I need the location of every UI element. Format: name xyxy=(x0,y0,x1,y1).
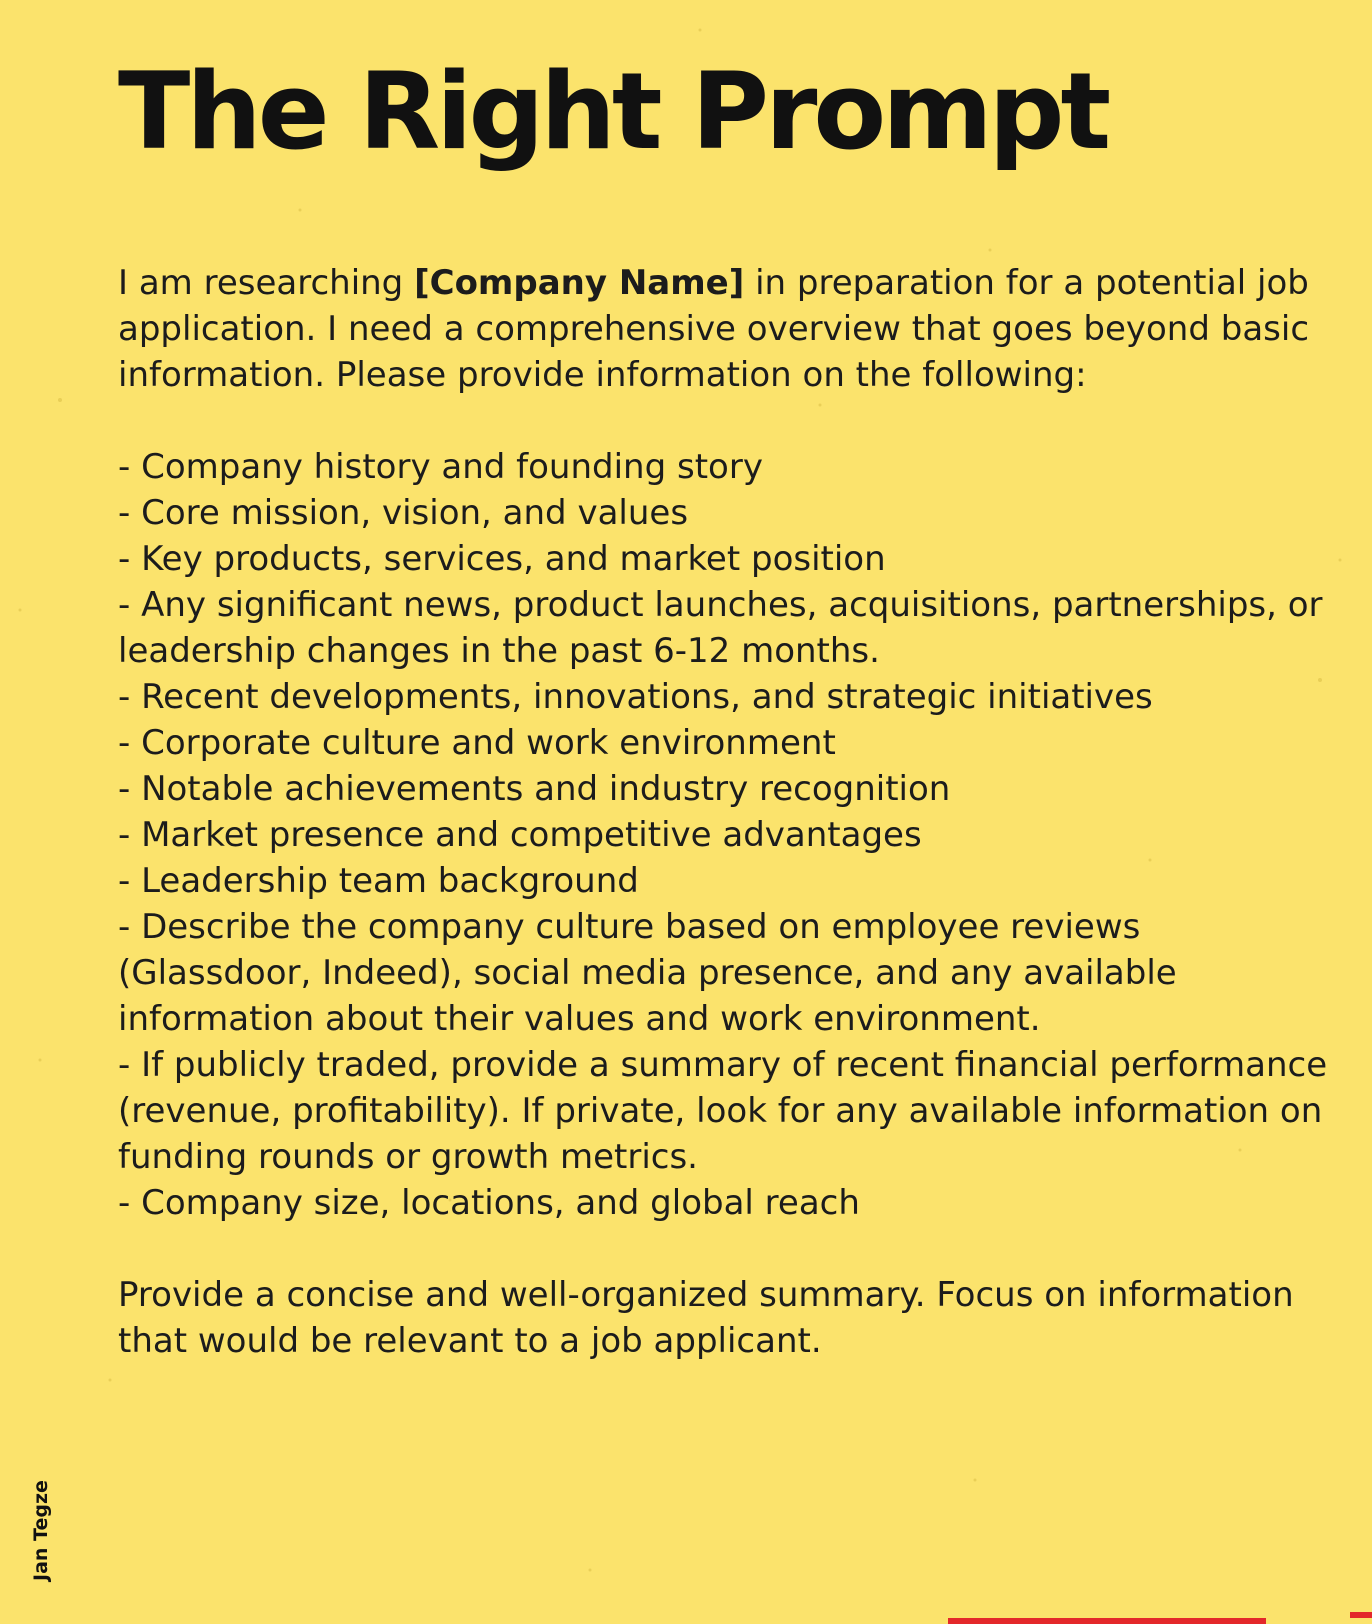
list-item: - Any significant news, product launches, acquisitions, partnerships, or leadership changes in the past 6-12 months. xyxy=(118,585,1323,671)
intro-text-before: I am researching xyxy=(118,263,415,303)
list-item: - Company size, locations, and global reach xyxy=(118,1183,860,1223)
list-item: - Notable achievements and industry recognition xyxy=(118,769,951,809)
author-credit: Jan Tegze xyxy=(30,1480,52,1581)
page-title: The Right Prompt xyxy=(118,50,1108,173)
list-item: - Leadership team background xyxy=(118,861,639,901)
list-item: - Company history and founding story xyxy=(118,447,763,487)
list-item: - Market presence and competitive advantages xyxy=(118,815,922,855)
list-item: - Describe the company culture based on employee reviews (Glassdoor, Indeed), social media presence, and any available information about their values and work environment. xyxy=(118,907,1177,1039)
company-name-placeholder: [Company Name] xyxy=(414,263,745,303)
list-item: - Recent developments, innovations, and strategic initiatives xyxy=(118,677,1153,717)
topic-list xyxy=(118,444,1333,1226)
prompt-body xyxy=(118,260,1333,1364)
closing-paragraph: Provide a concise and well-organized summary. Focus on information that would be relevant to a job applicant. xyxy=(118,1275,1294,1361)
list-item: - If publicly traded, provide a summary of recent financial performance (revenue, profitability). If private, look for any available information on funding rounds or growth metrics. xyxy=(118,1045,1328,1177)
intro-paragraph xyxy=(118,260,1333,398)
intro-text-after: in preparation for a potential job application. I need a comprehensive overview that goes beyond basic information. Please provide information on the following: xyxy=(118,263,1310,395)
accent-tick xyxy=(1350,1612,1372,1618)
list-item: - Key products, services, and market position xyxy=(118,539,886,579)
accent-underline xyxy=(948,1618,1266,1624)
list-item: - Corporate culture and work environment xyxy=(118,723,836,763)
list-item: - Core mission, vision, and values xyxy=(118,493,689,533)
